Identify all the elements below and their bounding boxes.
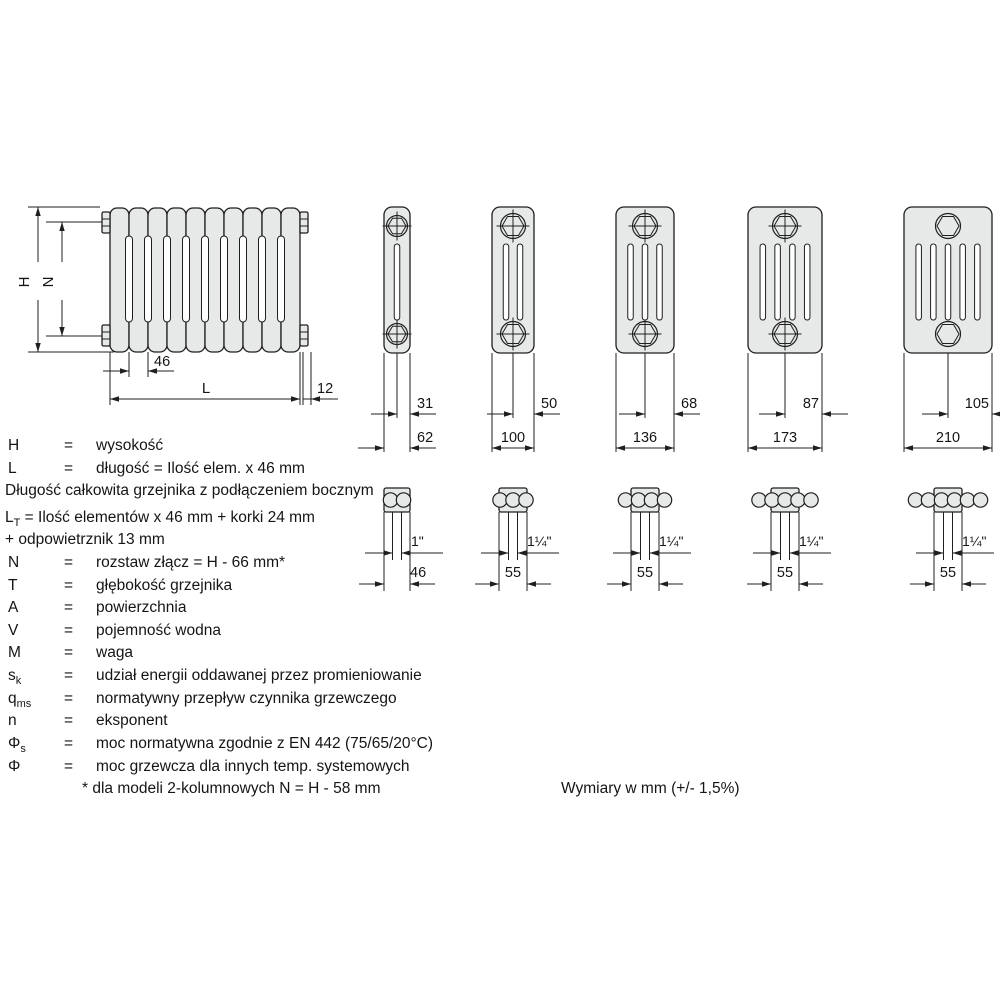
column-port xyxy=(631,493,645,507)
arrowhead xyxy=(992,411,1000,416)
element-gap xyxy=(240,236,247,322)
arrowhead xyxy=(525,445,534,450)
label-H: H xyxy=(16,276,33,288)
legend-row xyxy=(8,668,422,687)
section-slot xyxy=(760,244,766,320)
arrowhead xyxy=(790,550,799,555)
dim-label-31: 31 xyxy=(417,396,434,412)
arrowhead xyxy=(534,411,543,416)
legend-row xyxy=(5,509,315,530)
arrowhead xyxy=(492,445,501,450)
front-view xyxy=(16,207,338,405)
legend-row xyxy=(5,531,165,548)
legend-text: $L_T$ = Ilość elementów x 46 mm + korki 24 mm xyxy=(5,509,315,530)
arrowhead xyxy=(311,396,320,401)
legend-row xyxy=(8,438,163,454)
dim-label-105: 105 xyxy=(964,396,989,412)
element-gap xyxy=(164,236,171,322)
arrowhead xyxy=(490,581,499,586)
legend-symbol: $s_k$ xyxy=(8,667,22,688)
legend-row xyxy=(8,461,305,477)
arrowhead xyxy=(962,581,971,586)
top-view-3-column xyxy=(475,488,559,591)
column-port xyxy=(973,493,987,507)
legend-symbol: $\Phi_s$ xyxy=(8,735,26,756)
legend-equals: = xyxy=(64,437,74,454)
arrowhead xyxy=(939,411,948,416)
top-view-2-column xyxy=(359,488,443,591)
cross-section-5-column xyxy=(748,207,848,452)
dim-label-173: 173 xyxy=(772,430,798,446)
arrowhead xyxy=(384,550,393,555)
arrowhead xyxy=(35,207,40,216)
arrowhead xyxy=(925,581,934,586)
section-slot xyxy=(657,244,663,320)
arrowhead xyxy=(650,550,659,555)
arrowhead xyxy=(375,581,384,586)
legend-text: powierzchnia xyxy=(96,599,187,616)
legend-text: + odpowietrznik 13 mm xyxy=(5,531,165,548)
arrowhead xyxy=(120,368,129,373)
legend-symbol: n xyxy=(8,712,17,729)
legend-footnote: * dla modeli 2-kolumnowych N = H - 58 mm xyxy=(82,780,381,797)
column-port xyxy=(396,493,410,507)
arrowhead xyxy=(110,396,119,401)
arrowhead xyxy=(622,581,631,586)
legend-row xyxy=(8,781,380,797)
arrowhead xyxy=(762,581,771,586)
arrowhead xyxy=(674,411,683,416)
connection-size-label: 1¼" xyxy=(962,533,987,549)
arrowhead xyxy=(410,411,419,416)
section-slot xyxy=(975,244,981,320)
legend-row xyxy=(8,691,397,710)
section-slot xyxy=(945,244,951,320)
legend-row xyxy=(8,623,221,639)
column-port xyxy=(519,493,533,507)
column-port xyxy=(804,493,818,507)
column-port xyxy=(765,493,779,507)
legend-text: moc normatywna zgodnie z EN 442 (75/65/20°C) xyxy=(96,735,434,752)
legend-equals: = xyxy=(64,622,74,639)
connection-size-label: 1" xyxy=(411,533,424,549)
arrowhead xyxy=(59,327,64,336)
hub-width-label: 55 xyxy=(939,565,957,581)
legend-equals: = xyxy=(64,735,74,752)
legend-text: pojemność wodna xyxy=(96,622,221,639)
section-slot xyxy=(931,244,937,320)
column-port xyxy=(752,493,766,507)
top-view-6-column xyxy=(908,488,994,591)
column-port xyxy=(657,493,671,507)
dim-label-12: 12 xyxy=(317,381,334,397)
legend-row xyxy=(8,645,133,661)
arrowhead xyxy=(500,550,509,555)
legend-symbol: L xyxy=(8,460,17,477)
arrowhead xyxy=(518,550,527,555)
section-slot xyxy=(503,244,509,320)
legend-equals: = xyxy=(64,554,74,571)
arrowhead xyxy=(632,550,641,555)
section-slot xyxy=(628,244,634,320)
connection-size-label: 1¼" xyxy=(659,533,684,549)
legend-text: eksponent xyxy=(96,712,168,729)
section-slot xyxy=(775,244,781,320)
element-gap xyxy=(221,236,228,322)
arrowhead xyxy=(799,581,808,586)
element-gap xyxy=(202,236,209,322)
dim-label-62: 62 xyxy=(417,430,434,446)
top-view-5-column xyxy=(747,488,831,591)
arrowhead xyxy=(813,445,822,450)
element-gap xyxy=(183,236,190,322)
dim-label-87: 87 xyxy=(802,396,819,412)
section-slot xyxy=(960,244,966,320)
dim-label-L: L xyxy=(201,380,211,397)
legend-symbol: A xyxy=(8,599,19,616)
element-gap xyxy=(145,236,152,322)
legend-row xyxy=(8,600,186,616)
arrowhead xyxy=(59,222,64,231)
legend-text: udział energii oddawanej przez promieniowanie xyxy=(96,667,422,684)
column-port xyxy=(506,493,520,507)
arrowhead xyxy=(35,343,40,352)
legend-text: Długość całkowita grzejnika z podłączeniem bocznym xyxy=(5,482,374,499)
hub-width-label: 46 xyxy=(410,565,427,581)
connection-cap xyxy=(102,212,110,233)
legend-equals: = xyxy=(64,667,74,684)
column-port xyxy=(644,493,658,507)
legend-text: rozstaw złącz = H - 66 mm* xyxy=(96,554,286,571)
legend-row xyxy=(5,482,374,499)
hub-width-label: 55 xyxy=(636,565,654,581)
cross-section-6-column xyxy=(904,207,1000,452)
arrowhead xyxy=(375,445,384,450)
arrowhead xyxy=(748,445,757,450)
arrowhead xyxy=(822,411,831,416)
arrowhead xyxy=(953,550,962,555)
arrowhead xyxy=(402,550,411,555)
element-gap xyxy=(278,236,285,322)
arrowhead xyxy=(772,550,781,555)
legend-row xyxy=(8,759,410,775)
section-slot xyxy=(804,244,810,320)
connection-cap xyxy=(300,212,308,233)
legend-symbol: H xyxy=(8,437,20,454)
legend-row xyxy=(8,555,285,571)
dim-label-68: 68 xyxy=(681,396,698,412)
dim-label-50: 50 xyxy=(541,396,558,412)
hub-width-label: 55 xyxy=(776,565,794,581)
arrowhead xyxy=(776,411,785,416)
dim-label-46: 46 xyxy=(154,354,171,370)
dim-label-136: 136 xyxy=(632,430,658,446)
arrowhead xyxy=(983,445,992,450)
column-port xyxy=(934,493,948,507)
connection-size-label: 1¼" xyxy=(799,533,824,549)
section-slot xyxy=(916,244,922,320)
legend-row xyxy=(8,736,433,755)
legend-text: wysokość xyxy=(96,437,164,454)
section-slot xyxy=(642,244,648,320)
column-port xyxy=(618,493,632,507)
legend-equals: = xyxy=(64,644,74,661)
legend-symbol: M xyxy=(8,644,21,661)
legend-equals: = xyxy=(64,599,74,616)
column-port xyxy=(493,493,507,507)
dimensions-note: Wymiary w mm (+/- 1,5%) xyxy=(561,780,740,797)
column-port xyxy=(908,493,922,507)
arrowhead xyxy=(291,396,300,401)
cross-section-2-column xyxy=(358,207,436,452)
legend-symbol: $q_{ms}$ xyxy=(8,690,32,711)
column-port xyxy=(778,493,792,507)
arrowhead xyxy=(410,581,419,586)
legend-equals: = xyxy=(64,712,74,729)
legend-text: normatywny przepływ czynnika grzewczego xyxy=(96,690,397,707)
legend-symbol: T xyxy=(8,577,18,594)
label-N: N xyxy=(40,276,57,288)
dim-label-210: 210 xyxy=(935,430,961,446)
element-gap xyxy=(259,236,266,322)
legend-equals: = xyxy=(64,577,74,594)
legend-symbol: N xyxy=(8,554,20,571)
legend-text: waga xyxy=(96,644,134,661)
legend-row xyxy=(8,578,232,594)
arrowhead xyxy=(665,445,674,450)
arrowhead xyxy=(636,411,645,416)
column-port xyxy=(921,493,935,507)
legend-symbol: V xyxy=(8,622,19,639)
section-slot xyxy=(394,244,400,320)
column-port xyxy=(960,493,974,507)
arrowhead xyxy=(527,581,536,586)
element-gap xyxy=(126,236,133,322)
section-slot xyxy=(790,244,796,320)
top-view-4-column xyxy=(607,488,691,591)
connection-cap xyxy=(102,325,110,346)
arrowhead xyxy=(388,411,397,416)
arrowhead xyxy=(935,550,944,555)
legend-equals: = xyxy=(64,758,74,775)
dim-label-100: 100 xyxy=(500,430,526,446)
arrowhead xyxy=(410,445,419,450)
legend-text: moc grzewcza dla innych temp. systemowych xyxy=(96,758,410,775)
cross-section-4-column xyxy=(616,207,700,452)
connection-size-label: 1¼" xyxy=(527,533,552,549)
connection-cap xyxy=(300,325,308,346)
section-slot xyxy=(517,244,523,320)
arrowhead xyxy=(904,445,913,450)
arrowhead xyxy=(616,445,625,450)
legend-equals: = xyxy=(64,460,74,477)
column-port xyxy=(791,493,805,507)
legend-equals: = xyxy=(64,690,74,707)
arrowhead xyxy=(659,581,668,586)
legend-symbol: Φ xyxy=(8,758,21,775)
column-port xyxy=(383,493,397,507)
arrowhead xyxy=(504,411,513,416)
hub-width-label: 55 xyxy=(504,565,522,581)
column-port xyxy=(947,493,961,507)
legend-text: długość = Ilość elem. x 46 mm xyxy=(96,460,305,477)
legend-text: głębokość grzejnika xyxy=(96,577,233,594)
legend-row xyxy=(8,713,168,729)
cross-section-3-column xyxy=(487,207,560,452)
